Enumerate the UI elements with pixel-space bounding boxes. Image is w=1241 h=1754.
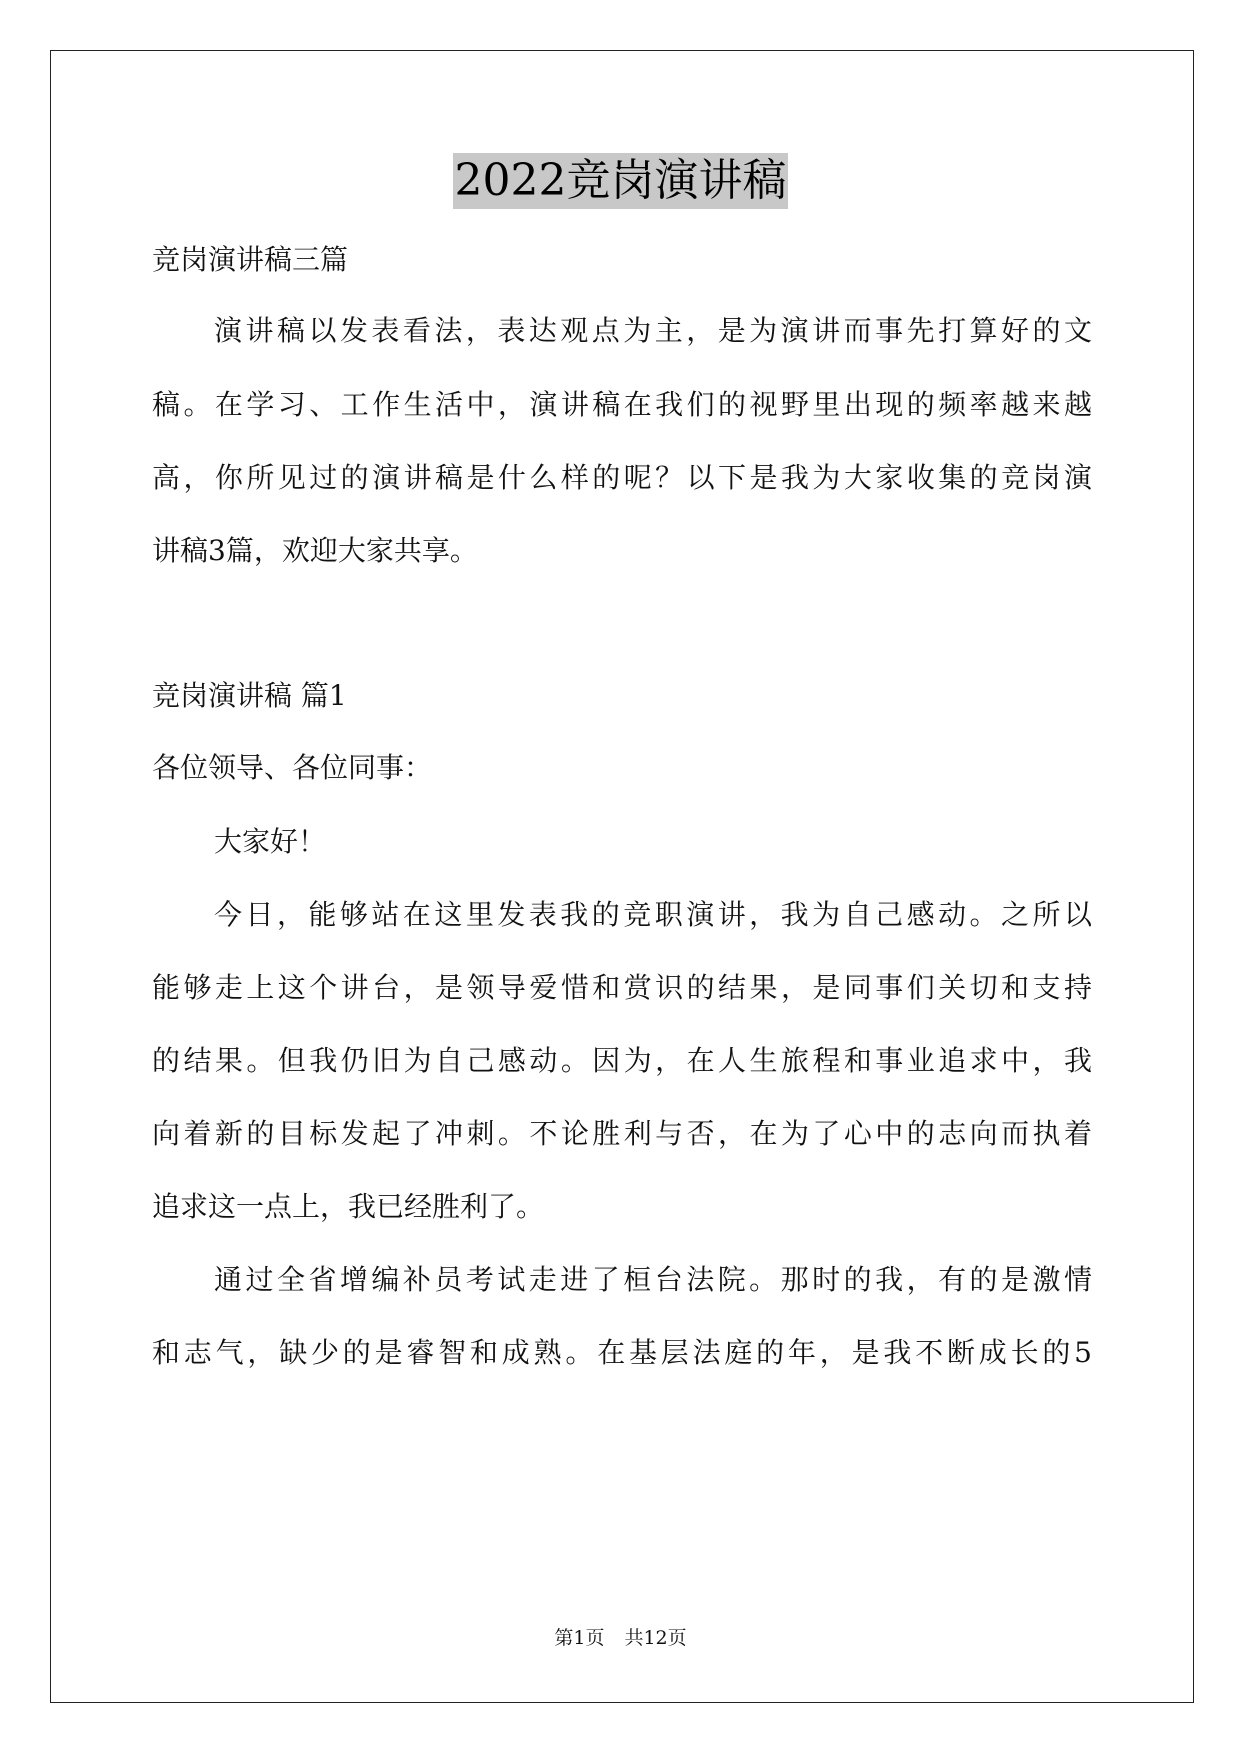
page-border — [50, 50, 1194, 1703]
paragraph-line: 演讲稿以发表看法，表达观点为主，是为演讲而事先打算好的文 — [214, 314, 1092, 347]
paragraph-line: 和志气，缺少的是睿智和成熟。在基层法庭的年，是我不断成长的5 — [152, 1336, 1092, 1369]
subtitle-line: 竞岗演讲稿三篇 — [152, 243, 349, 276]
paragraph-line: 讲稿3篇，欢迎大家共享。 — [152, 534, 478, 567]
paragraph-line: 稿。在学习、工作生活中，演讲稿在我们的视野里出现的频率越来越 — [152, 388, 1092, 421]
title-container — [0, 153, 1241, 209]
paragraph-line: 今日，能够站在这里发表我的竞职演讲，我为自己感动。之所以 — [214, 898, 1092, 931]
total-pages-label: 共12页 — [624, 1627, 687, 1649]
greeting-line: 大家好！ — [214, 825, 327, 858]
paragraph-line: 能够走上这个讲台，是领导爱惜和赏识的结果，是同事们关切和支持 — [152, 971, 1092, 1004]
page-footer — [0, 1623, 1241, 1650]
paragraph-line: 通过全省增编补员考试走进了桓台法院。那时的我，有的是激情 — [214, 1263, 1092, 1296]
document-title: 2022竞岗演讲稿 — [453, 153, 789, 209]
paragraph-line: 的结果。但我仍旧为自己感动。因为，在人生旅程和事业追求中，我 — [152, 1044, 1092, 1077]
paragraph-line: 向着新的目标发起了冲刺。不论胜利与否，在为了心中的志向而执着 — [152, 1117, 1092, 1150]
current-page-label: 第1页 — [554, 1627, 605, 1649]
paragraph-line: 高，你所见过的演讲稿是什么样的呢？以下是我为大家收集的竞岗演 — [152, 461, 1092, 494]
paragraph-line: 追求这一点上，我已经胜利了。 — [152, 1190, 545, 1223]
salutation-line: 各位领导、各位同事： — [152, 751, 433, 784]
section-heading: 竞岗演讲稿 篇1 — [152, 679, 347, 712]
